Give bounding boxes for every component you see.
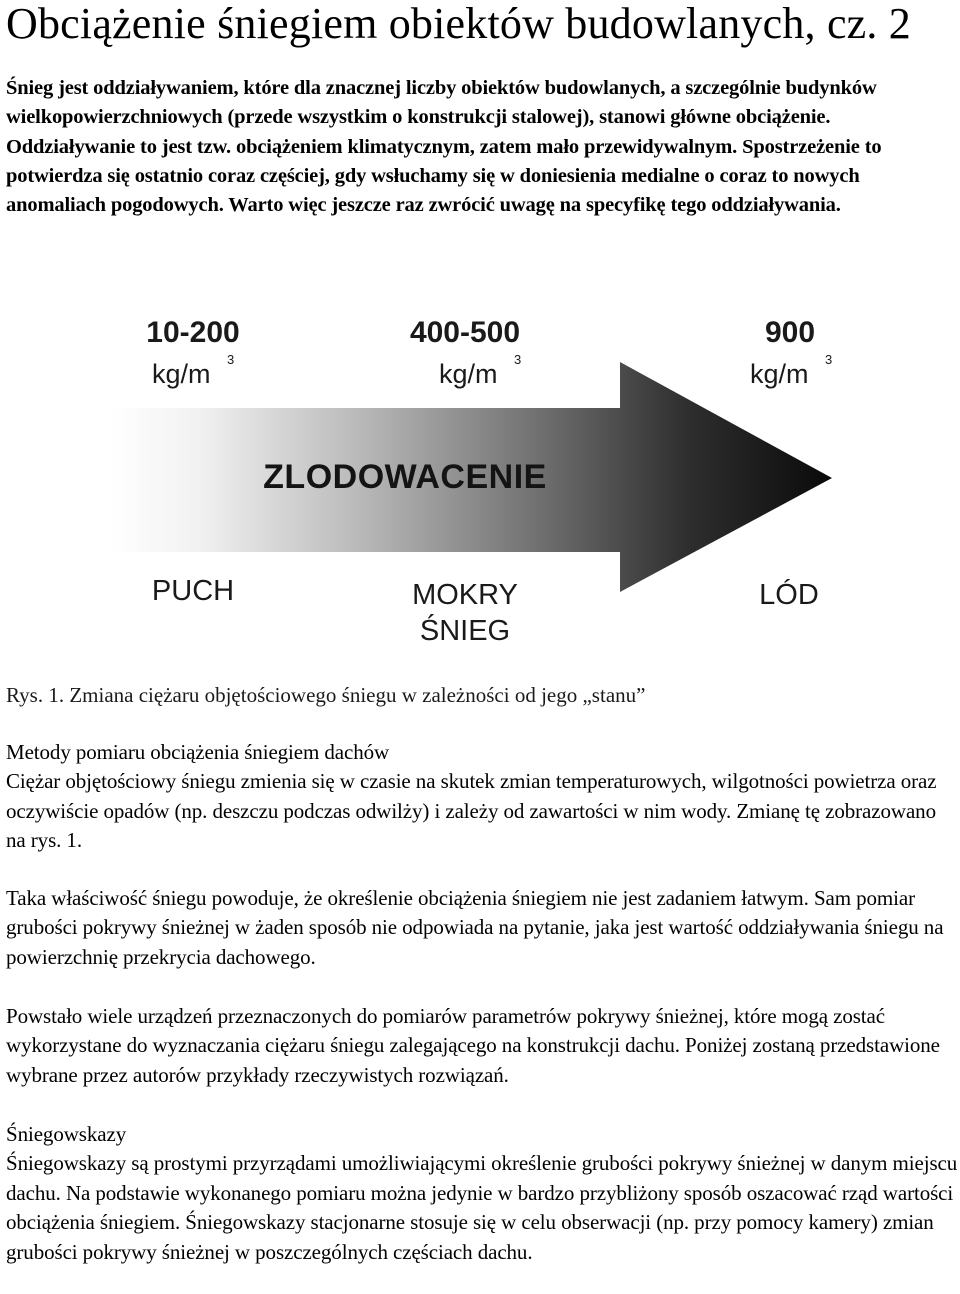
state-label-lod: LÓD: [759, 579, 819, 611]
density-value-3: 900: [764, 316, 816, 349]
article-title: Obciążenie śniegiem obiektów budowlanych, cz. 2: [6, 0, 911, 48]
section-snow-gauges: [6, 1120, 958, 1267]
section-paragraph: Powstało wiele urządzeń przeznaczonych do pomiarów parametrów pokrywy śnieżnej, które mogą zostać wykorzystane do wyznaczania ciężaru śniegu zalegającego na konstrukcji dachu. Poniżej zostaną przedstawione wybrane przez autorów przykłady rzeczywistych rozwiązań.: [6, 1004, 940, 1087]
arrow-label: ZLODOWACENIE: [263, 458, 547, 496]
density-value-2: 400-500: [409, 316, 521, 349]
density-unit-1-exp: 3: [227, 352, 235, 367]
figure-caption: Rys. 1. Zmiana ciężaru objętościowego śniegu w zależności od jego „stanu”: [6, 683, 646, 707]
section-paragraph-difficulty: [6, 884, 958, 972]
section-paragraph-devices: [6, 1002, 958, 1090]
section-measurement-methods: [6, 738, 958, 856]
snow-density-figure: [0, 312, 960, 652]
section-heading: Metody pomiaru obciążenia śniegiem dachów: [6, 740, 390, 764]
density-unit-3-exp: 3: [825, 352, 833, 367]
density-value-1: 10-200: [146, 316, 240, 349]
state-label-puch: PUCH: [151, 575, 235, 607]
state-label-mokry: MOKRY: [412, 579, 518, 611]
density-unit-2-exp: 3: [514, 352, 522, 367]
density-unit-3: kg/m: [750, 359, 809, 389]
density-unit-1: kg/m: [152, 359, 211, 389]
section-paragraph: Taka właściwość śniegu powoduje, że określenie obciążenia śniegiem nie jest zadaniem łatwym. Sam pomiar grubości pokrywy śnieżnej w żaden sposób nie odpowiada na pytanie, jaka jest wartość oddziaływania śniegu na powierzchnię przekrycia dachowego.: [6, 886, 944, 969]
state-label-snieg: ŚNIEG: [419, 615, 511, 647]
density-unit-2: kg/m: [439, 359, 498, 389]
section-paragraph: Ciężar objętościowy śniegu zmienia się w czasie na skutek zmian temperaturowych, wilgotności powietrza oraz oczywiście opadów (np. deszczu podczas odwilży) i zależy od zawartości w nim wody. Zmianę tę zobrazowano na rys. 1.: [6, 769, 937, 853]
article: [6, 0, 958, 220]
section-heading: Śniegowskazy: [6, 1122, 127, 1146]
section-paragraph: Śniegowskazy są prostymi przyrządami umożliwiającymi określenie grubości pokrywy śnieżnej w danym miejscu dachu. Na podstawie wykonanego pomiaru można jedynie w bardzo przybliżony sposób oszacować rząd wartości obciążenia śniegiem. Śniegowskazy stacjonarne stosuje się w celu obserwacji (np. przy pomocy kamery) zmian grubości pokrywy śnieżnej w poszczególnych częściach dachu.: [6, 1151, 958, 1264]
figure-graphic: [0, 312, 960, 652]
lead-paragraph: Śnieg jest oddziaływaniem, które dla znacznej liczby obiektów budowlanych, a szczególnie budynków wielkopowierzchniowych (przede wszystkim o konstrukcji stalowej), stanowi główne obciążenie. Oddziaływanie to jest tzw. obciążeniem klimatycznym, zatem mało przewidywalnym. Spostrzeżenie to potwierdza się ostatnio coraz częściej, gdy wsłuchamy się w doniesienia medialne o coraz to nowych anomaliach pogodowych. Warto więc jeszcze raz zwrócić uwagę na specyfikę tego oddziaływania.: [6, 77, 882, 217]
